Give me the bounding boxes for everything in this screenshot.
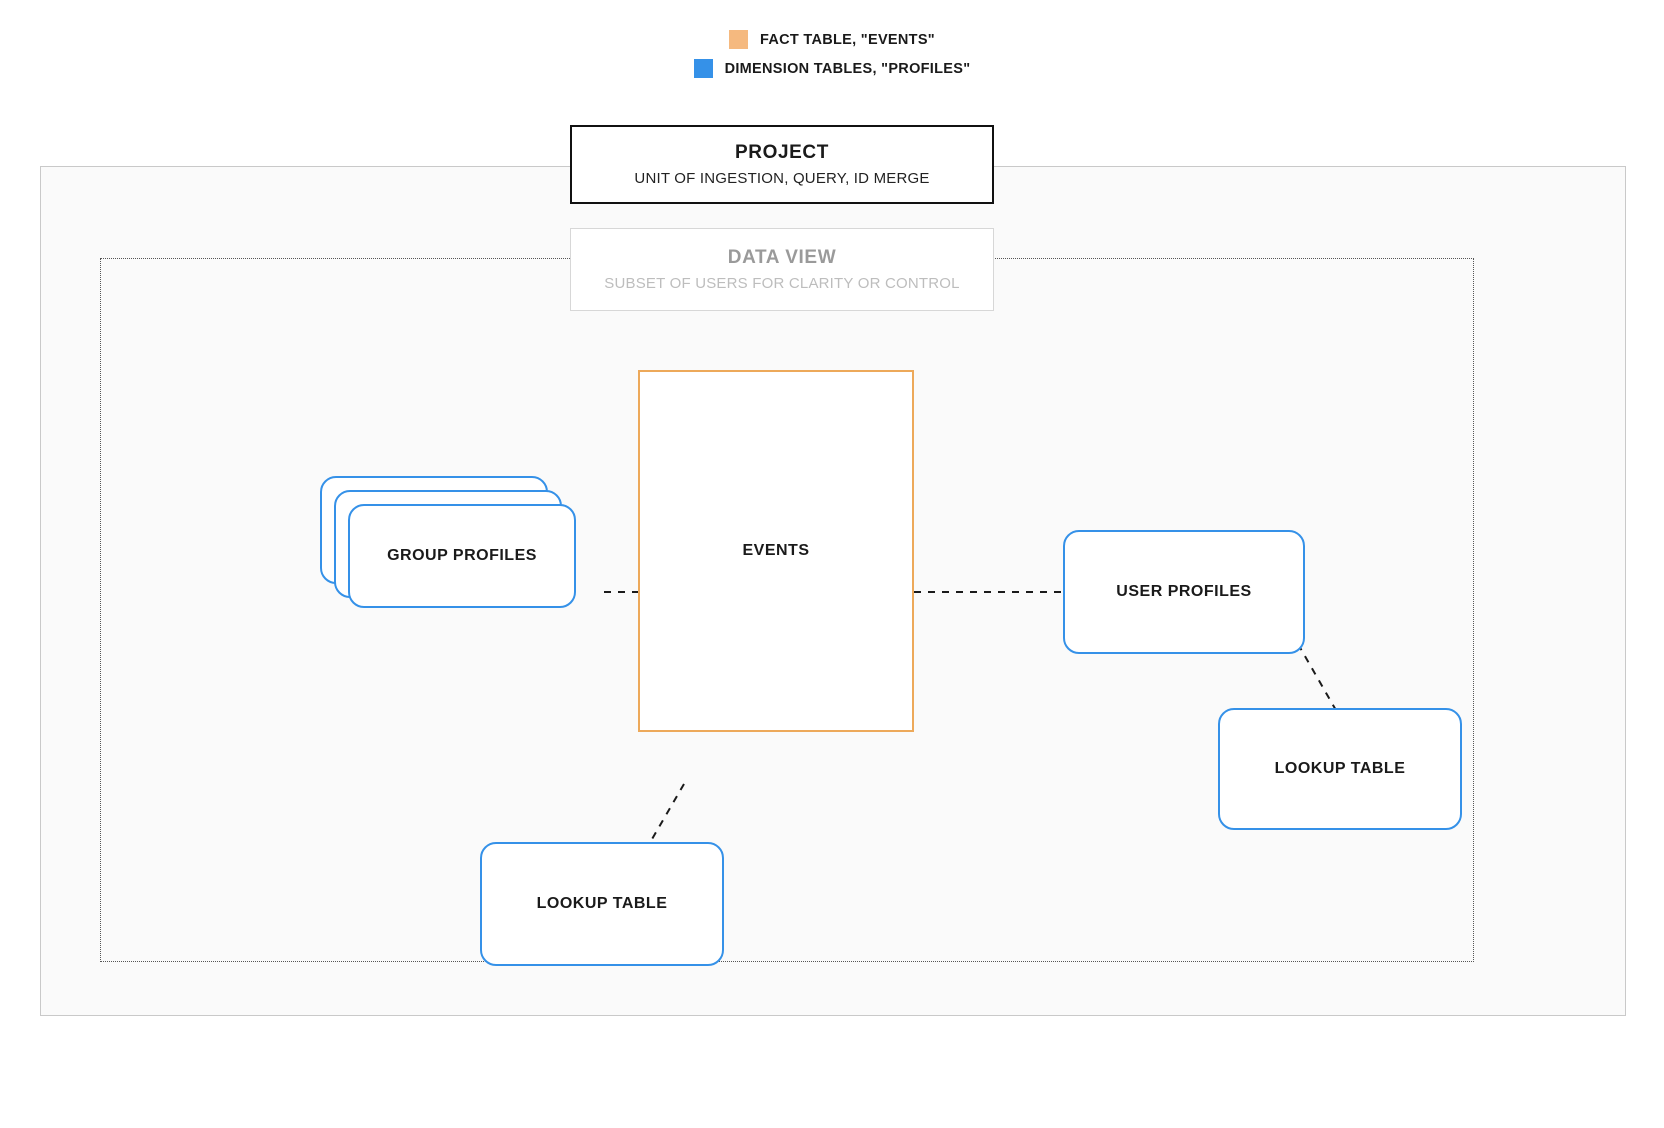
node-lookup-table-right-label: LOOKUP TABLE <box>1274 760 1406 777</box>
node-user-profiles[interactable] <box>1063 530 1305 654</box>
project-label-box <box>570 125 994 204</box>
data-view-subtitle: SUBSET OF USERS FOR CLARITY OR CONTROL <box>604 275 960 292</box>
project-subtitle: UNIT OF INGESTION, QUERY, ID MERGE <box>634 170 930 187</box>
data-view-label-box <box>570 228 994 311</box>
square-swatch-icon <box>729 30 748 49</box>
node-group-profiles-label: GROUP PROFILES <box>387 547 537 564</box>
legend-item-fact-label: FACT TABLE, "EVENTS" <box>760 31 935 48</box>
node-group-profiles[interactable] <box>348 504 576 608</box>
node-lookup-table-left[interactable] <box>480 842 724 966</box>
node-events[interactable] <box>638 370 914 732</box>
node-events-label: EVENTS <box>742 542 810 559</box>
legend <box>0 30 1664 88</box>
legend-item-dimension-label: DIMENSION TABLES, "PROFILES" <box>724 60 971 77</box>
legend-item-fact <box>0 30 1664 49</box>
data-view-title: DATA VIEW <box>727 247 837 268</box>
node-lookup-table-left-label: LOOKUP TABLE <box>536 895 668 912</box>
node-lookup-table-right[interactable] <box>1218 708 1462 830</box>
project-title: PROJECT <box>735 142 829 163</box>
square-swatch-icon <box>694 59 713 78</box>
node-user-profiles-label: USER PROFILES <box>1116 583 1252 600</box>
legend-item-dimension <box>0 59 1664 78</box>
